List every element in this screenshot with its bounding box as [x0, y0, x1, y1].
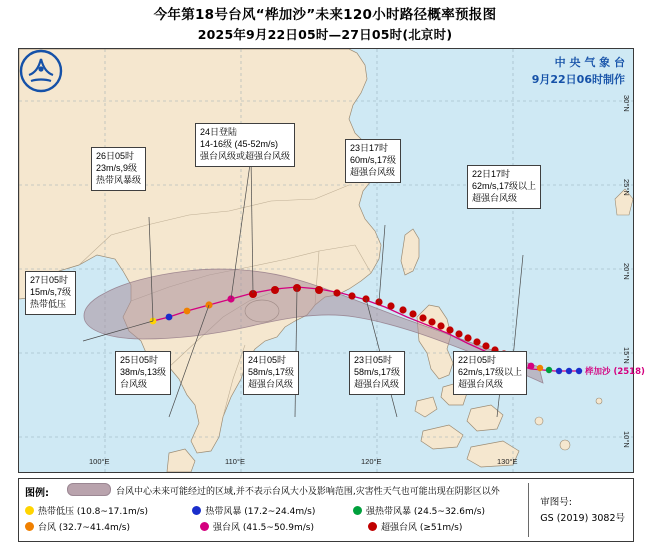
legend-label: 超强台风 (≥51m/s) [381, 523, 463, 533]
legend-panel [18, 478, 634, 542]
callout-25-0500[interactable] [115, 351, 171, 395]
callout-22-0500[interactable] [453, 351, 527, 395]
cone-swatch [67, 483, 111, 496]
callout-26-0500[interactable] [91, 147, 146, 191]
legend-cone-row [67, 483, 500, 497]
legend-item-td [25, 504, 192, 517]
legend-cone-text: 台风中心未来可能经过的区域,并不表示台风大小及影响范围,灾害性天气也可能出现在阴影区以外 [116, 487, 500, 497]
legend-item-ty [25, 520, 200, 533]
callout-23-1700[interactable] [345, 139, 401, 183]
lat-label-30n: 30°N [622, 95, 631, 112]
page-title [0, 6, 650, 44]
typhoon-track-map[interactable] [18, 48, 645, 473]
callout-line: 15m/s,7级 [30, 286, 72, 297]
callout-line: 60m/s,17级 [350, 154, 397, 165]
legend-dot-icon [200, 522, 209, 531]
legend-item-sts [353, 504, 485, 517]
legend-divider [528, 483, 529, 537]
legend-dot-icon [25, 522, 34, 531]
legend-label: 强热带风暴 (24.5~32.6m/s) [366, 507, 485, 517]
callout-line: 38m/s,13级 [120, 366, 167, 377]
legend-label: 台风 (32.7~41.4m/s) [38, 523, 130, 533]
org-issue-time: 9月22日06时制作 [531, 72, 625, 86]
callout-24-0500[interactable] [243, 351, 299, 395]
callout-line: 超强台风级 [458, 378, 504, 389]
legend-item-ts [192, 504, 353, 517]
legend-item-superty [368, 520, 462, 533]
callout-24-landfall[interactable] [195, 123, 295, 167]
callout-27-0500[interactable] [25, 271, 76, 315]
callout-line: 超强台风级 [354, 378, 400, 389]
callout-line: 25日05时 [120, 355, 159, 365]
cma-logo-icon [19, 49, 63, 93]
legend-dot-icon [25, 506, 34, 515]
callout-line: 超强台风级 [472, 192, 518, 203]
lon-label-120e: 120°E [361, 457, 382, 466]
callout-23-0500[interactable] [349, 351, 405, 395]
lat-label-25n: 25°N [622, 179, 631, 196]
lat-label-20n: 20°N [622, 263, 631, 280]
legend-item-sty [200, 520, 368, 533]
legend-title: 图例: [25, 488, 49, 499]
lon-label-100e: 100°E [89, 457, 110, 466]
callout-line: 24日05时 [248, 355, 287, 365]
issuing-organization [532, 55, 625, 88]
legend-dot-icon [353, 506, 362, 515]
title-sub: 2025年9月22日05时—27日05时(北京时) [197, 26, 453, 42]
callout-22-1700[interactable] [467, 165, 541, 209]
callout-line: 14-16级 (45-52m/s) [200, 138, 279, 149]
storm-name-label: 桦加沙 (2518) [585, 367, 645, 377]
legend-items [25, 501, 485, 533]
lat-label-15n: 15°N [622, 347, 631, 364]
callout-line: 22日17时 [472, 169, 511, 179]
legend-dot-icon [192, 506, 201, 515]
callout-line: 58m/s,17级 [354, 366, 401, 377]
callout-line: 62m/s,17级以上 [458, 366, 523, 377]
callout-line: 27日05时 [30, 275, 69, 285]
callout-line: 58m/s,17级 [248, 366, 295, 377]
lon-label-130e: 130°E [497, 457, 518, 466]
legend-dot-icon [368, 522, 377, 531]
callout-line: 台风级 [120, 378, 148, 389]
title-main: 今年第18号台风“桦加沙”未来120小时路径概率预报图 [153, 7, 497, 23]
legend-label: 热带风暴 (17.2~24.4m/s) [205, 507, 316, 517]
callout-line: 超强台风级 [248, 378, 294, 389]
callout-line: 超强台风级 [350, 166, 396, 177]
map-graphics [19, 49, 633, 472]
callout-line: 强台风级或超强台风级 [200, 150, 291, 161]
callout-line: 热带风暴级 [96, 174, 142, 185]
callout-line: 热带低压 [30, 298, 67, 309]
legend-row [25, 520, 485, 533]
callout-line: 22日05时 [458, 355, 497, 365]
callout-line: 23日05时 [354, 355, 393, 365]
approval-value: GS (2019) 3082号 [540, 513, 625, 525]
callout-line: 62m/s,17级以上 [472, 180, 537, 191]
approval-label: 审图号: [540, 497, 572, 508]
legend-label: 热带低压 (10.8~17.1m/s) [38, 507, 148, 517]
callout-line: 26日05时 [96, 151, 135, 161]
callout-line: 23日17时 [350, 143, 389, 153]
callout-line: 24日登陆 [200, 127, 238, 137]
lat-label-10n: 10°N [622, 431, 631, 448]
legend-row [25, 504, 485, 517]
legend-label: 强台风 (41.5~50.9m/s) [213, 523, 314, 533]
callout-line: 23m/s,9级 [96, 162, 138, 173]
map-approval-number [540, 495, 625, 527]
org-name: 中 央 气 象 台 [554, 56, 625, 69]
lon-label-110e: 110°E [225, 457, 245, 466]
